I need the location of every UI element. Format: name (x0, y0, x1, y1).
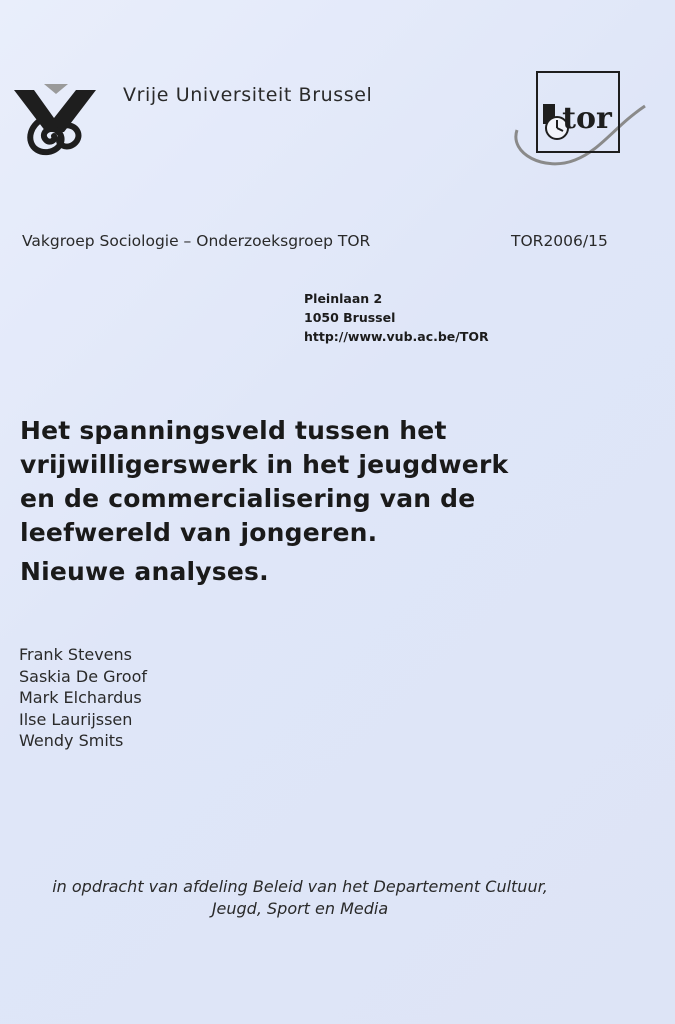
commission-note (0, 876, 600, 920)
department-line: Vakgroep Sociologie – Onderzoeksgroep TOR (22, 232, 371, 250)
university-name: Vrije Universiteit Brussel (123, 84, 373, 106)
address-url: http://www.vub.ac.be/TOR (304, 329, 489, 344)
title-line: en de commercialisering van de (20, 484, 476, 513)
commission-line: in opdracht van afdeling Beleid van het Departement Cultuur, (52, 877, 548, 896)
address-city: 1050 Brussel (304, 310, 396, 325)
vub-logo-icon (10, 82, 100, 162)
address-block (304, 289, 489, 346)
title-line: leefwereld van jongeren. (20, 518, 378, 547)
title-line: vrijwilligerswerk in het jeugdwerk (20, 450, 509, 479)
report-code: TOR2006/15 (511, 232, 608, 250)
title-line: Het spanningsveld tussen het (20, 416, 447, 445)
address-street: Pleinlaan 2 (304, 291, 383, 306)
commission-line: Jeugd, Sport en Media (211, 899, 389, 918)
author-name: Wendy Smits (19, 731, 124, 750)
report-subtitle: Nieuwe analyses. (20, 557, 269, 586)
author-name: Mark Elchardus (19, 688, 142, 707)
report-title (20, 414, 508, 550)
tor-logo-text: tor (562, 101, 612, 136)
author-name: Ilse Laurijssen (19, 709, 133, 729)
author-name: Frank Stevens (19, 645, 132, 664)
author-name: Saskia De Groof (19, 666, 147, 686)
tor-logo-icon (505, 68, 653, 172)
author-list (19, 644, 147, 752)
